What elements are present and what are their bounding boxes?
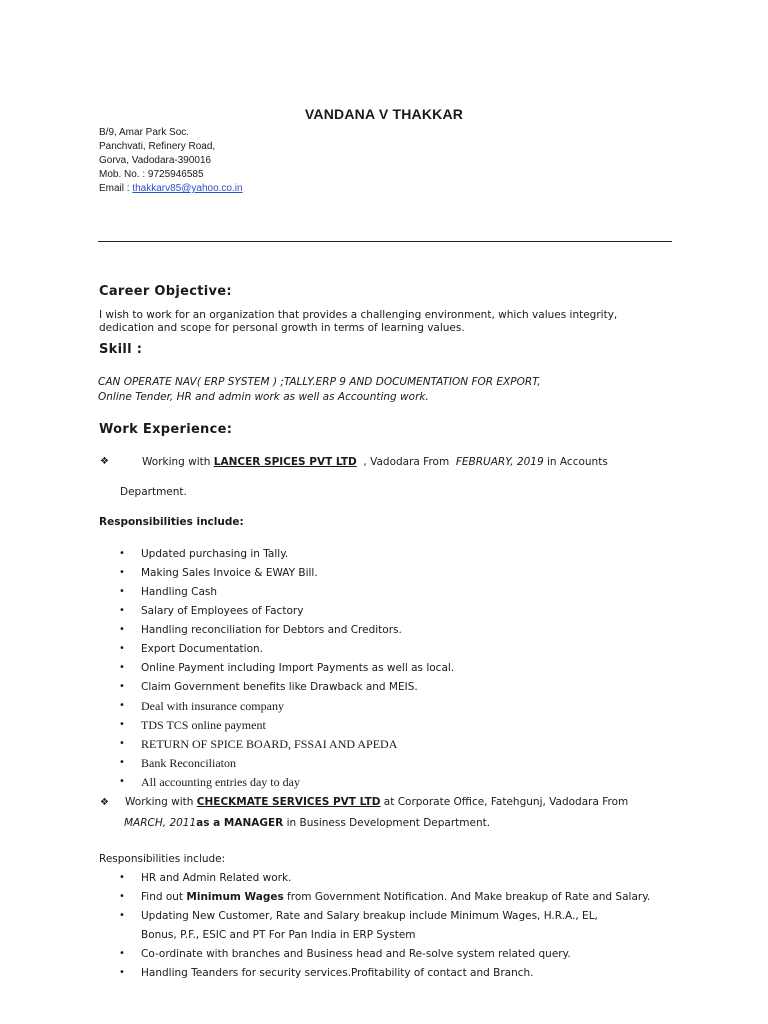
diamond-bullet-icon: ❖ <box>100 797 109 808</box>
job1-item-1: Updated purchasing in Tally. <box>141 548 289 560</box>
list-bullet: • <box>119 872 125 883</box>
job1-item-12: Bank Reconciliaton <box>141 756 236 770</box>
header-divider <box>98 241 672 242</box>
job1-item-3: Handling Cash <box>141 586 218 598</box>
list-bullet: • <box>119 700 125 711</box>
list-bullet: • <box>119 548 125 559</box>
work-experience-heading: Work Experience: <box>99 422 233 437</box>
diamond-bullet-icon: ❖ <box>100 456 109 467</box>
job2-responsibilities-heading: Responsibilities include: <box>99 853 226 865</box>
job2-prefix: Working with <box>125 796 197 808</box>
job1-item-8: Claim Government benefits like Drawback and MEIS. <box>141 681 418 693</box>
list-bullet: • <box>119 719 125 730</box>
job1-item-4: Salary of Employees of Factory <box>141 605 304 617</box>
objective-line-1: I wish to work for an organization that provides a challenging environment, which values integrity, <box>99 309 618 321</box>
job2-item-5: Handling Teanders for security services.Profitability of contact and Branch. <box>141 967 534 979</box>
resume-name: VANDANA V THAKKAR <box>304 106 464 122</box>
list-bullet: • <box>119 567 125 578</box>
list-bullet: • <box>119 948 125 959</box>
list-bullet: • <box>119 738 125 749</box>
job2-item-2-prefix: Find out <box>141 891 187 903</box>
job2-suffix: at Corporate Office, Fatehgunj, Vadodara From <box>380 796 629 808</box>
list-bullet: • <box>119 624 125 635</box>
job2-item-3-line-1: Updating New Customer, Rate and Salary breakup include Minimum Wages, H.R.A., EL, <box>141 910 598 922</box>
email-line <box>99 182 243 196</box>
skill-line-1: CAN OPERATE NAV( ERP SYSTEM ) ;TALLY.ERP 9 AND DOCUMENTATION FOR EXPORT, <box>98 376 541 388</box>
job2-date: MARCH, 2011 <box>124 817 197 829</box>
job1-line <box>142 456 608 468</box>
list-bullet: • <box>119 662 125 673</box>
list-bullet: • <box>119 586 125 597</box>
job1-item-6: Export Documentation. <box>141 643 263 655</box>
address-line-3: Gorva, Vadodara-390016 <box>99 155 212 166</box>
job1-item-7: Online Payment including Import Payments as well as local. <box>141 662 455 674</box>
address-line-2: Panchvati, Refinery Road, <box>99 141 216 152</box>
job1-date: FEBRUARY, 2019 <box>455 456 544 468</box>
list-bullet: • <box>119 967 125 978</box>
job2-company: CHECKMATE SERVICES PVT LTD <box>196 796 381 808</box>
job1-item-5: Handling reconciliation for Debtors and Creditors. <box>141 624 402 636</box>
job2-line <box>125 796 628 808</box>
address-line-1: B/9, Amar Park Soc. <box>99 127 190 138</box>
job1-item-9: Deal with insurance company <box>141 699 284 713</box>
job2-line-2 <box>124 817 490 829</box>
job1-prefix: Working with <box>142 456 214 468</box>
list-bullet: • <box>119 910 125 921</box>
job1-responsibilities-heading: Responsibilities include: <box>99 516 244 528</box>
objective-line-2: dedication and scope for personal growth in terms of learning values. <box>99 322 465 334</box>
job2-item-3-line-2: Bonus, P.F., ESIC and PT For Pan India in ERP System <box>141 929 416 941</box>
email-label: Email : <box>99 183 133 194</box>
job2-role: as a MANAGER <box>196 817 284 829</box>
email-link[interactable]: thakkarv85@yahoo.co.in <box>132 183 243 194</box>
job1-middle: , Vadodara From <box>356 456 456 468</box>
skill-heading: Skill : <box>99 342 143 357</box>
list-bullet: • <box>119 776 125 787</box>
career-objective-heading: Career Objective: <box>99 284 232 299</box>
job1-item-11: RETURN OF SPICE BOARD, FSSAI AND APEDA <box>141 737 398 751</box>
job2-line2-suffix: in Business Development Department. <box>283 817 491 829</box>
list-bullet: • <box>119 891 125 902</box>
job1-item-13: All accounting entries day to day <box>141 775 300 789</box>
job2-item-2 <box>141 891 650 903</box>
list-bullet: • <box>119 757 125 768</box>
mobile-number: Mob. No. : 9725946585 <box>99 169 204 180</box>
job1-item-2: Making Sales Invoice & EWAY Bill. <box>141 567 318 579</box>
job2-item-1: HR and Admin Related work. <box>141 872 292 884</box>
job2-item-4: Co-ordinate with branches and Business head and Re-solve system related query. <box>141 948 571 960</box>
job2-item-2-suffix: from Government Notification. And Make breakup of Rate and Salary. <box>283 891 651 903</box>
list-bullet: • <box>119 605 125 616</box>
job1-suffix: in Accounts <box>543 456 608 468</box>
job2-item-2-bold: Minimum Wages <box>186 891 284 903</box>
job1-line-2: Department. <box>120 486 187 498</box>
skill-line-2: Online Tender, HR and admin work as well as Accounting work. <box>98 391 429 403</box>
list-bullet: • <box>119 643 125 654</box>
list-bullet: • <box>119 681 125 692</box>
job1-company: LANCER SPICES PVT LTD <box>213 456 357 468</box>
job1-item-10: TDS TCS online payment <box>141 718 266 732</box>
